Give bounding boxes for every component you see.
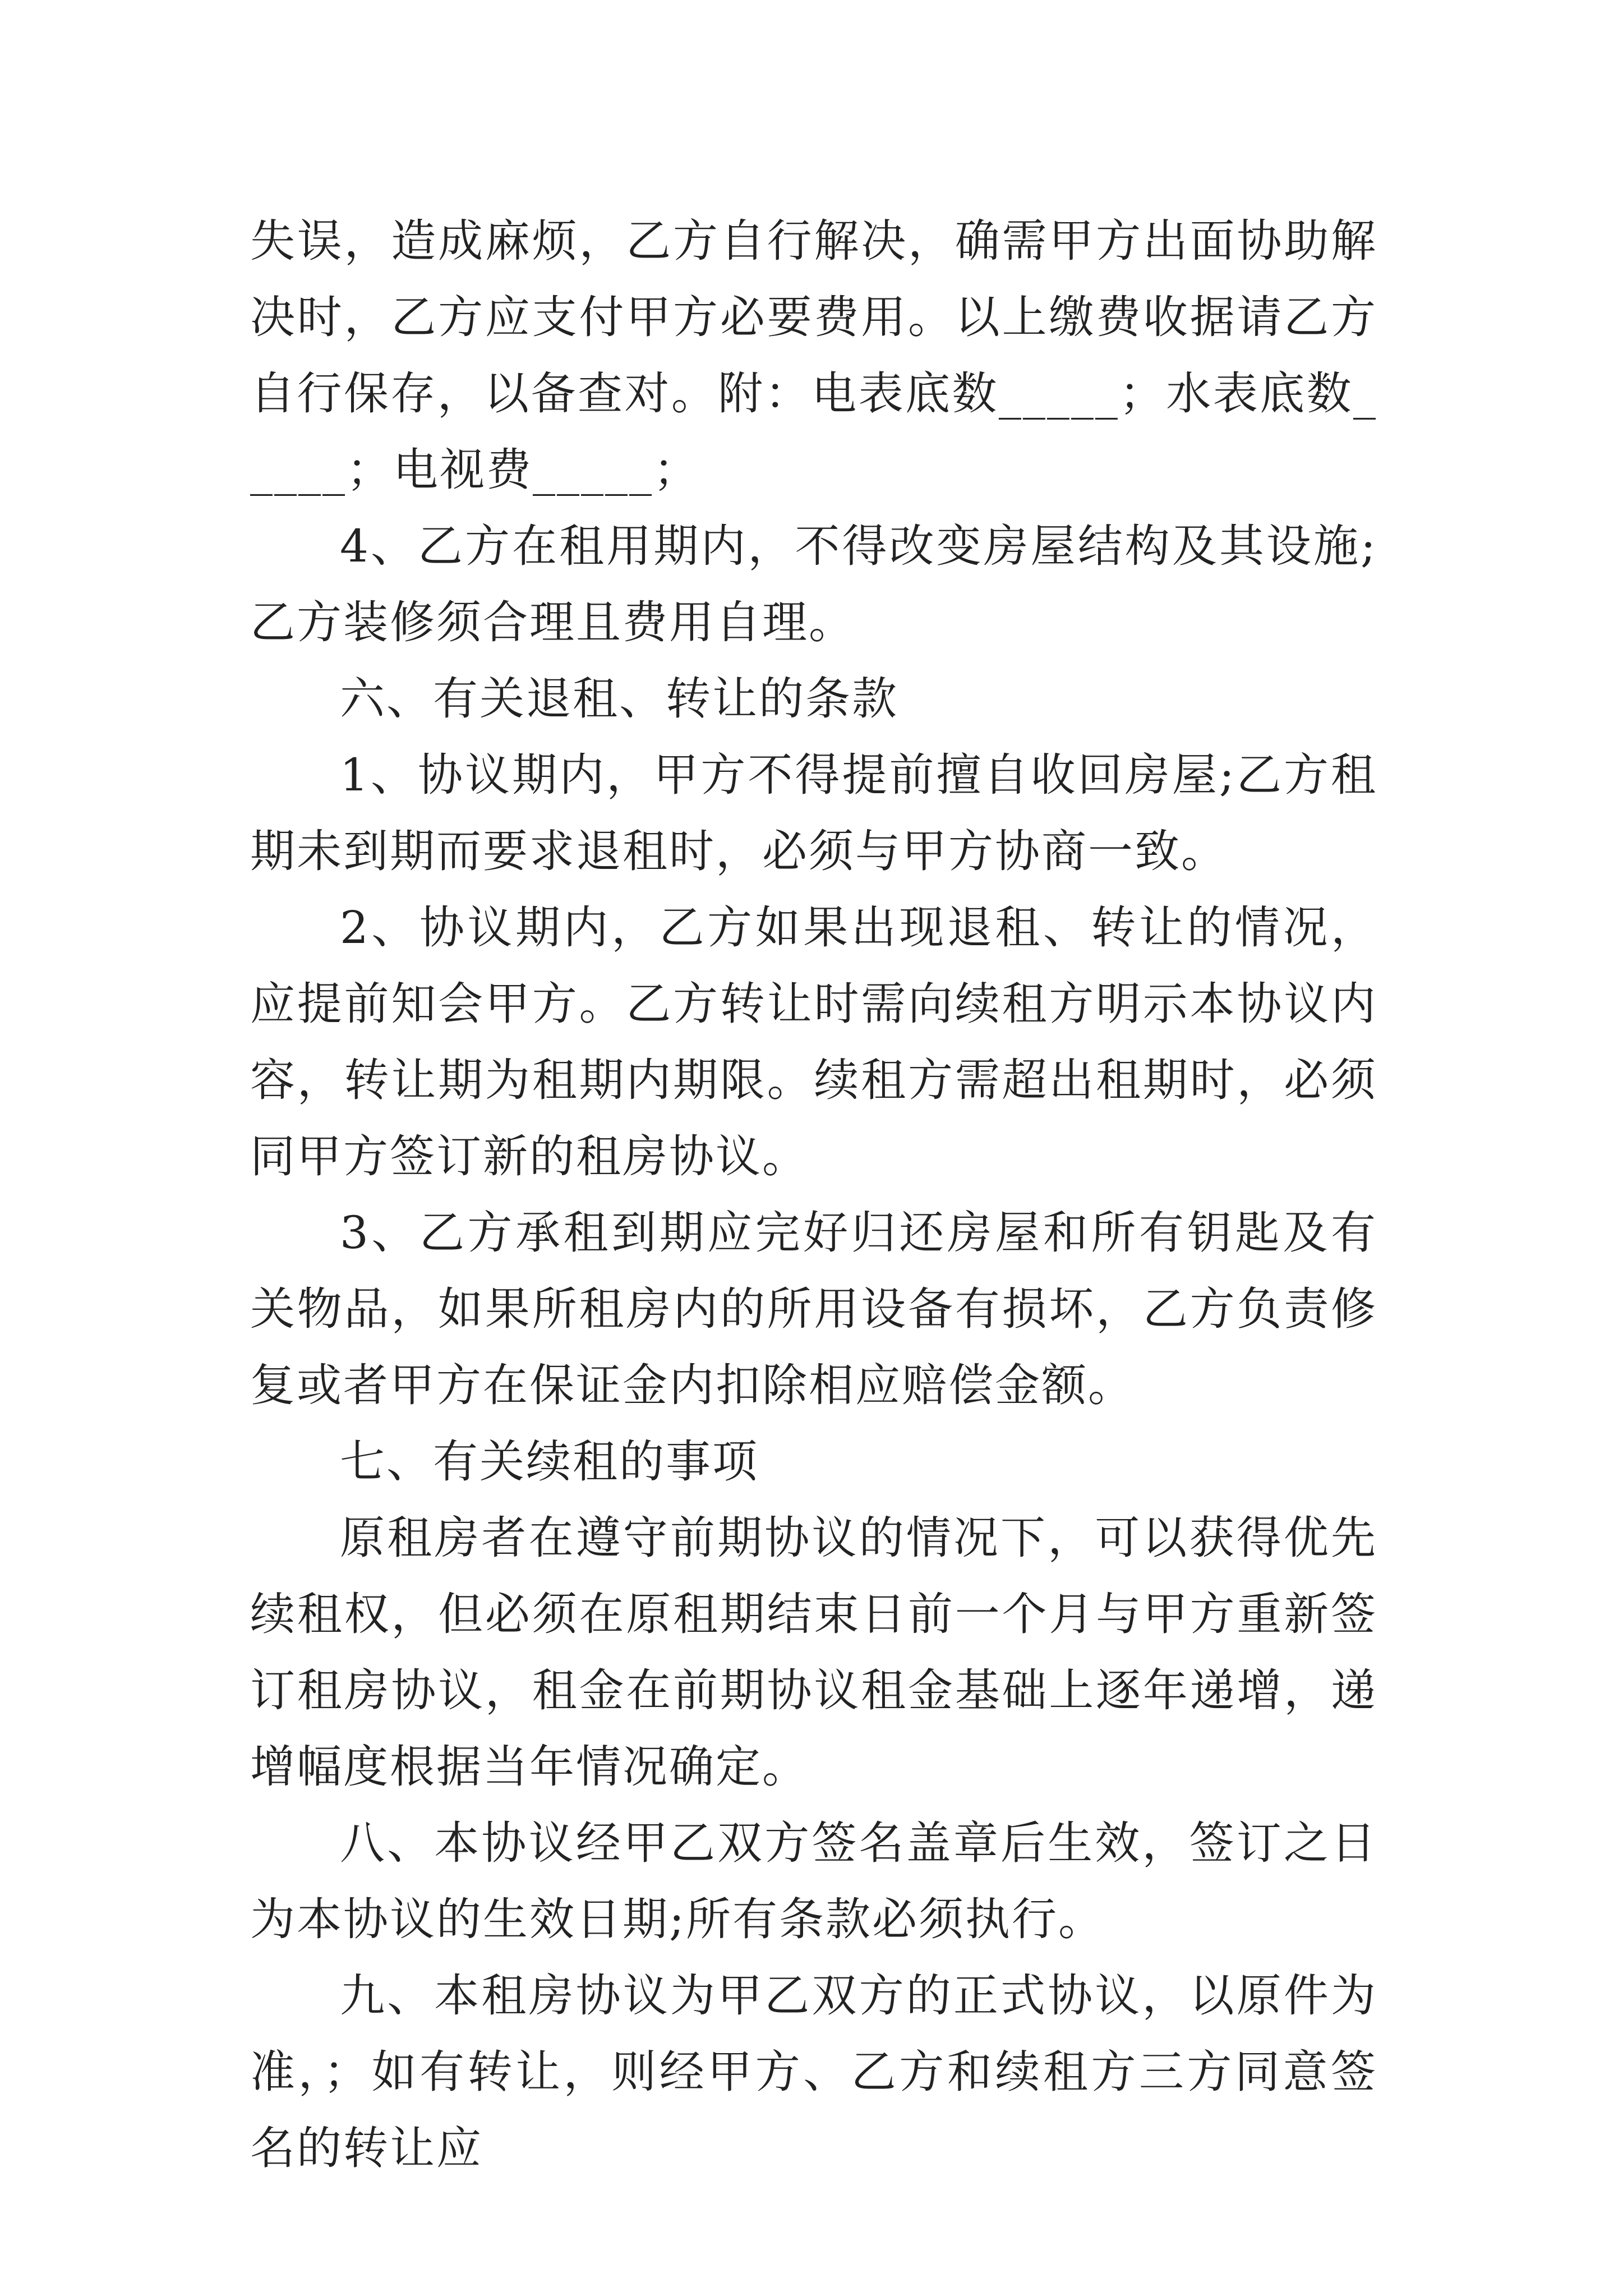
paragraph-renewal: 原租房者在遵守前期协议的情况下，可以获得优先续租权，但必须在原租期结束日前一个月与甲方重新签订租房协议，租金在前期协议租金基础上逐年递增，递增幅度根据当年情况确定。 <box>250 1512 1377 1793</box>
paragraph-clause-8: 八、本协议经甲乙双方签名盖章后生效，签订之日为本协议的生效日期;所有条款必须执行。 <box>250 1817 1377 1945</box>
section-heading-7: 七、有关续租的事项 <box>340 1435 759 1488</box>
paragraph-clause-4: 4、乙方在租用期内，不得改变房屋结构及其设施;乙方装修须合理且费用自理。 <box>250 520 1377 648</box>
paragraph-clause-6-2: 2、协议期内，乙方如果出现退租、转让的情况，应提前知会甲方。乙方转让时需向续租方明示本协议内容，转让期为租期内期限。续租方需超出租期时，必须同甲方签订新的租房协议。 <box>250 901 1377 1182</box>
paragraph-clause-6-1: 1、协议期内，甲方不得提前擅自收回房屋;乙方租期未到期而要求退租时，必须与甲方协商一致。 <box>250 749 1377 877</box>
paragraph-clause-9: 九、本租房协议为甲乙双方的正式协议，以原件为准，；如有转让，则经甲方、乙方和续租方三方同意签名的转让应 <box>250 1970 1377 2174</box>
document-body <box>250 203 1377 2187</box>
paragraph-fees-continued: 失误，造成麻烦，乙方自行解决，确需甲方出面协助解决时，乙方应支付甲方必要费用。以上缴费收据请乙方自行保存，以备查对。附：电表底数_____；水表底数_____；电视费_____； <box>250 215 1377 496</box>
paragraph-clause-6-3: 3、乙方承租到期应完好归还房屋和所有钥匙及有关物品，如果所租房内的所用设备有损坏，乙方负责修复或者甲方在保证金内扣除相应赔偿金额。 <box>250 1207 1377 1411</box>
section-heading-6: 六、有关退租、转让的条款 <box>340 673 898 725</box>
